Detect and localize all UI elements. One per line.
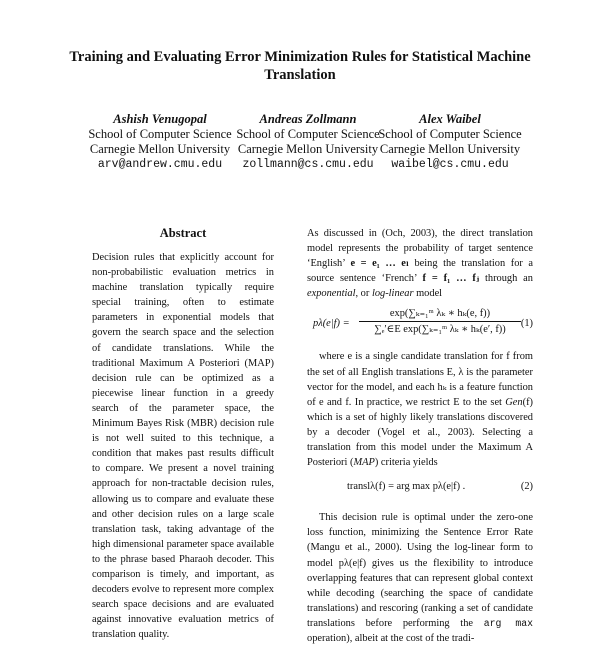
abstract-heading: Abstract	[159, 226, 207, 240]
equation-number: (2)	[520, 481, 533, 493]
author-affiliation: School of Computer Science	[378, 127, 522, 141]
author-2	[228, 112, 388, 172]
author-affiliation: School of Computer Science	[88, 127, 232, 141]
equation-1	[307, 307, 533, 341]
abstract-text: Decision rules that explicitly account for non-probabilistic evaluation metrics in machine translation typically require special training, often to estimate parameters in exponential models that govern the search space and the selection of candidate translations. While the traditional Maximum A Posteriori (MAP) decision rule can be optimized as a piecewise linear function in a greedy search of the parameter space, the Minimum Bayes Risk (MBR) decision rule is not well suited to this technique, a condition that makes past results difficult to compare. We present a novel training approach for non-tractable decision rules, allowing us to compare and evaluate these and other decision rules on a large scale translation task, taking advantage of the high dimensional parameter space available to the phrase based Pharaoh decoder. This comparison is timely, and important, as decoders evolve to represent more complex search space decisions and are evaluated against innovative evaluation metrics of translation quality.	[92, 252, 274, 641]
equation-number: (1)	[520, 318, 533, 330]
author-name: Andreas Zollmann	[259, 112, 357, 126]
paragraph-decision-rule: This decision rule is optimal under the zero-one loss function, minimizing the Sentence Error Rate (Mangu et al., 2000). Using the log-linear form to model pλ(e|f) gives us the flexibility to introduce overlapping features that can represent global context while decoding (searching the space of candidate translations) and rescoring (ranking a set of candidate translations before performing the arg max operation), albeit at the cost of the tradi-	[307, 512, 533, 644]
equation-2	[307, 474, 533, 504]
equation-numerator: exp(∑ₖ₌₁ᵐ λₖ ∗ hₖ(e, f))	[359, 307, 521, 322]
author-email: arv@andrew.cmu.edu	[97, 158, 223, 171]
author-3	[370, 112, 530, 172]
author-name: Ashish Venugopal	[113, 112, 207, 126]
equation-expression: translλ(f) = arg max pλ(e|f) .	[347, 481, 466, 493]
paper-title: Training and Evaluating Error Minimization Rules for Statistical Machine Translation	[69, 49, 531, 83]
author-institution: Carnegie Mellon University	[237, 142, 379, 156]
author-email: zollmann@cs.cmu.edu	[242, 158, 374, 171]
author-1	[80, 112, 240, 172]
author-name: Alex Waibel	[419, 112, 481, 126]
equation-lhs: pλ(e|f) =	[313, 318, 350, 330]
left-column	[92, 226, 274, 642]
paragraph-definitions: where e is a single candidate translation for f from the set of all English translations E, λ is the parameter vector for the model, and each hₖ is a feature function of e and f. In practice, we restrict E to the set Gen(f) which is a set of highly likely translations discovered by a decoder (Vogel et al., 2003). Selecting a translation from this model under the Maximum A Posteriori (MAP) criteria yields	[307, 351, 533, 469]
author-email: waibel@cs.cmu.edu	[391, 158, 509, 171]
paragraph-intro: As discussed in (Och, 2003), the direct translation model represents the probability of target sentence ‘English’ e = e₁ … eₗ being the translation for a source sentence ‘French’ f = f₁ … fⱼ through an exponential, or log-linear model	[307, 228, 534, 300]
author-institution: Carnegie Mellon University	[89, 142, 231, 156]
equation-denominator: ∑ₑ′∈E exp(∑ₖ₌₁ᵐ λₖ ∗ hₖ(e′, f))	[374, 324, 506, 336]
author-institution: Carnegie Mellon University	[379, 142, 521, 156]
equation-fraction	[359, 307, 521, 336]
right-column	[307, 226, 533, 646]
author-affiliation: School of Computer Science	[236, 127, 380, 141]
